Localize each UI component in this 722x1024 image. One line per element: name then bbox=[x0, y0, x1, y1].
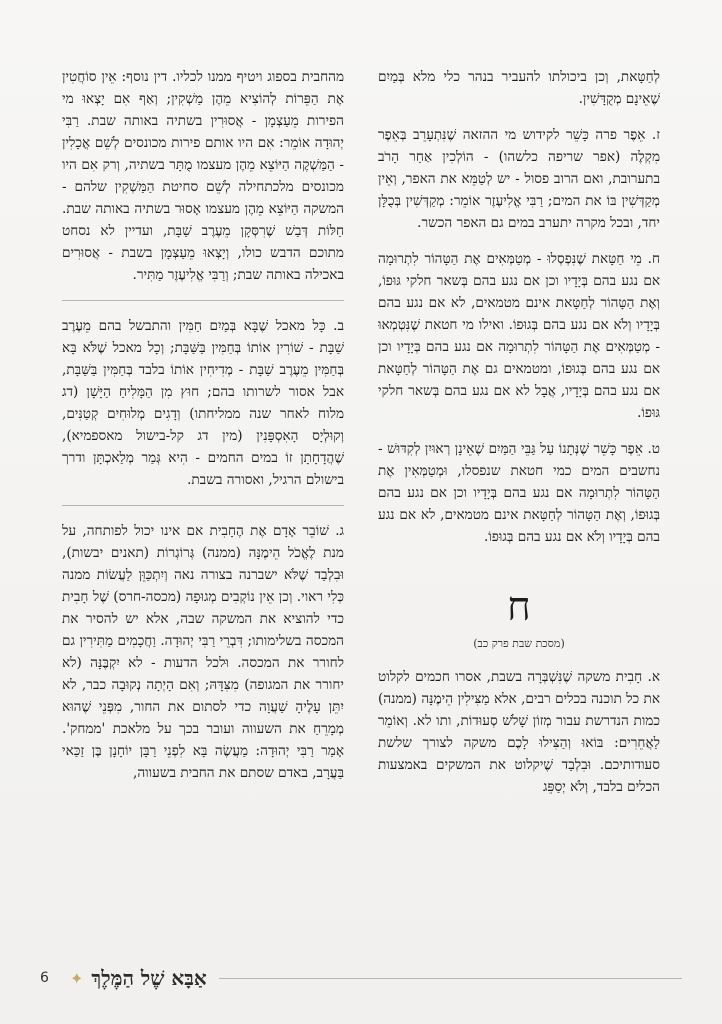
page-footer bbox=[40, 960, 682, 996]
chapter-letter: ח bbox=[507, 584, 531, 630]
paragraph-8: ח. מֵי חַטָּאת שֶׁנִּפְסְלוּ - מְטַמְּאִים אֶת הַטָּהוֹר לִתְרוּמָה אם נגע בהם בְּיָדָיו וכן אם נגע בהם בְּשאר חלקי גּוּפוֹ, וְאֶת הַטָּהוֹר לְחַטָּאת אינם מטמאים, לא אם נגע בהם בְּיָדָיו וְלֹא אם נגע בהם בְּגוּפוֹ. ואילו מי חטאת שֶׁנִּטְמְאוּ - מְטַמְּאִים אֶת הַטָּהוֹר לִתְרוּמָה אם נגע בהם בְּיָדָיו וכן אם נגע בהם בְּגוּפוֹ, ומטמאים גם אֶת הַטָּהוֹר לְחַטָּאת אם נגע בהם בְּיָדָיו, אֲבָל לא אם נגע בהם בְּשאר חלקי גּוּפוֹ. bbox=[378, 251, 660, 421]
text-columns bbox=[62, 66, 660, 938]
star-ornament-icon: ✦ bbox=[70, 968, 84, 988]
paragraph: לְחַטָּאת, וְכן ביכולתו להעביר בנהר כלי מלא בְּמַיִם שֶׁאֵינָם מְקֻדָּשִׁין. bbox=[378, 69, 660, 107]
book-title: אַבָּא שֶׁל הַמֶּלֶךְ bbox=[91, 965, 207, 990]
paragraph-9: ט. אֵפֶר כָּשֵׁר שֶׁנְּתָנוֹ עַל גַּבֵּי הַמַּיִם שֶׁאֵינָן רְאוּיִן לְקִדּוּשׁ - נחשבים המים כמי חטאת שנפסלו, וּמְטַמְּאִין אֶת הַטָּהוֹר לִתְרוּמָה אם נגע בהם בְּיָדָיו וכן אם נגע בהם בְּגוּפוֹ, וְאֶת הַטָּהוֹר לְחַטָּאת אינם מטמאים, לא אם נגע בהם בְּיָדָיו וְלֹא אם נגע בהם בְּגוּפוֹ. bbox=[378, 441, 660, 545]
paragraph-2: ב. כָּל מאכל שֶׁבָּא בְּמַיִם חַמִּין והתבשל בהם מֵעֶרֶב שַׁבָּת - שׁוֹרִין אוֹתוֹ בְּחַמִּין בַּשַּׁבָּת; וְכָל מאכל שֶׁלֹּא בָּא בְּחַמִּין מֵעֶרֶב שַׁבָּת - מְדִיחִין אוֹתוֹ בלבד בְּחַמִּין בַּשַּׁבָּת, אבל אסור לשרותו בהם; חוּץ מִן הַמָּלִיחַ הַיָּשָׁן (דג מלוח לאחר שנה ממליחתו) וְדָגִים מְלוּחִים קְטַנִּים, וְקוּלְיָס הָאִסְפָּנִין (מין דג קל-בישול מאספמיא), שֶׁהֲדָחָתָן זוֹ במים החמים - הִיא גְּמַר מְלַאכְתָּן ודרך בישולם הרגיל, ואסורה בשבת. bbox=[62, 318, 344, 488]
footer-rule bbox=[219, 978, 682, 979]
paragraph-1: א. חָבִית משקה שֶׁנִּשְׁבְּרָה בשבת, אסרו חכמים לקלוט את כל תוכנה בכלים רבים, אלא מַצִּילִין הֵימֶנָּה (ממנה) כמות הנדרשת עבור מְזוֹן שָׁלֹשׁ סְעוּדוֹת, ותו לא. וְאוֹמֵר לַאֲחֵרִים: בּוֹאוּ וְהַצִּילוּ לָכֶם משקה לצורך שלשת סעודותיכם. וּבִלְבַד שֶׁיקלוט את המשקים באמצעות הכלים בלבד, וְלֹא יְסַפֵּג bbox=[378, 669, 660, 795]
section-divider bbox=[62, 505, 344, 506]
paragraph-7: ז. אֵפֶר פרה כָּשֵׁר לקידוש מי ההזאה שֶׁנִּתְעָרֵב בְּאֵפֶר מִקְלֶה (אפר שריפה כלשהו) - הוֹלְכִין אַחַר הָרֹב בתערובת, ואם הרוב פסול - יש לְטַמֵּא את האפר, וְאֵין מְקַדְּשִׁין בּוֹ את המים; רַבִּי אֱלִיעֶזֶר אוֹמֵר: מְקַדְּשִׁין בְּכֻלָּן יחד, ובכל מקרה יתערב במים גם האפר הכשר. bbox=[378, 127, 660, 231]
page-number: 6 bbox=[40, 970, 49, 986]
section-divider bbox=[62, 300, 344, 301]
paragraph: מהחבית בספוג ויטיף ממנו לכליו. דין נוסף: אֵין סוֹחֲטִין אֶת הַפֵּרוֹת לְהוֹצִיא מֵהֶן מַשְׁקִין; וְאַף אִם יָצְאוּ מי הפירות מֵעַצְמָן - אֲסוּרִין בשתיה באותה שבת. רַבִּי יְהוּדָה אוֹמֵר: אִם היו אותם פירות מכונסים לְשֵׁם אֳכָלִין - הַמַּשְׁקֶה הַיּוֹצֵא מֵהֶן מעצמו מֻתָּר בשתיה, וְרק אִם היו מכונסים מלכתחילה לְשֵׁם סחיטת הַמַּשְׁקִין שלהם - המשקה הַיּוֹצֵא מֵהֶן מעצמו אָסוּר בשתיה באותה שבת. חַלּוֹת דְּבַשׁ שֶׁרִסְּקָן מֵעֶרֶב שַׁבָּת, ועדיין לא נסחט מתוכם הדבש כולו, וְיָצְאוּ מֵעַצְמָן בשבת - אֲסוּרִים באכילה באותה שבת; וְרַבִּי אֱלִיעֶזֶר מַתִּיר. bbox=[62, 69, 344, 283]
paragraph-3: ג. שׁוֹבֵר אָדָם אֶת הֶחָבִית אם אינו יכול לפותחה, על מנת לֶאֱכֹל הֵימֶנָּה (ממנה) גְּרוֹגְרוֹת (תאנים יבשות), וּבִלְבַד שֶׁלֹּא ישברנה בצורה נאה וְיִתְכַּוֵּן לַעֲשׂוֹת ממנה כְּלִי ראוי. וְכן אֵין נוֹקְבִים מְגוּפָה (מכסה-חרס) שֶׁל חָבִית כדי להוציא את המשקה שבה, אלא יש להסיר את המכסה בשלימותו; דִּבְרֵי רַבִּי יְהוּדָה. וַחֲכָמִים מַתִּירִין גם לחורר את המכסה. וּלכל הדעות - לא יִקְבֶּנָּה (לא יחורר את המגופה) מִצִּדָּהּ; וְאִם הָיְתָה נְקוּבָה כבר, לא יִתֵּן עָלֶיהָ שַׁעֲוָה כדי לסתום את החור, מִפְּנֵי שֶׁהוּא מְמָרֵחַ את השעווה ועובר בכך על מלאכת 'ממחק'. אָמַר רַבִּי יְהוּדָה: מַעֲשֶׂה בָּא לִפְנֵי רַבָּן יוֹחָנָן בֶּן זַכַּאי בַּעֲרָב, באדם שסתם את החבית בשעווה, bbox=[62, 523, 344, 781]
right-column bbox=[378, 66, 660, 938]
left-column bbox=[62, 66, 344, 938]
chapter-source: (מסכת שבת פרק כב) bbox=[473, 637, 565, 650]
